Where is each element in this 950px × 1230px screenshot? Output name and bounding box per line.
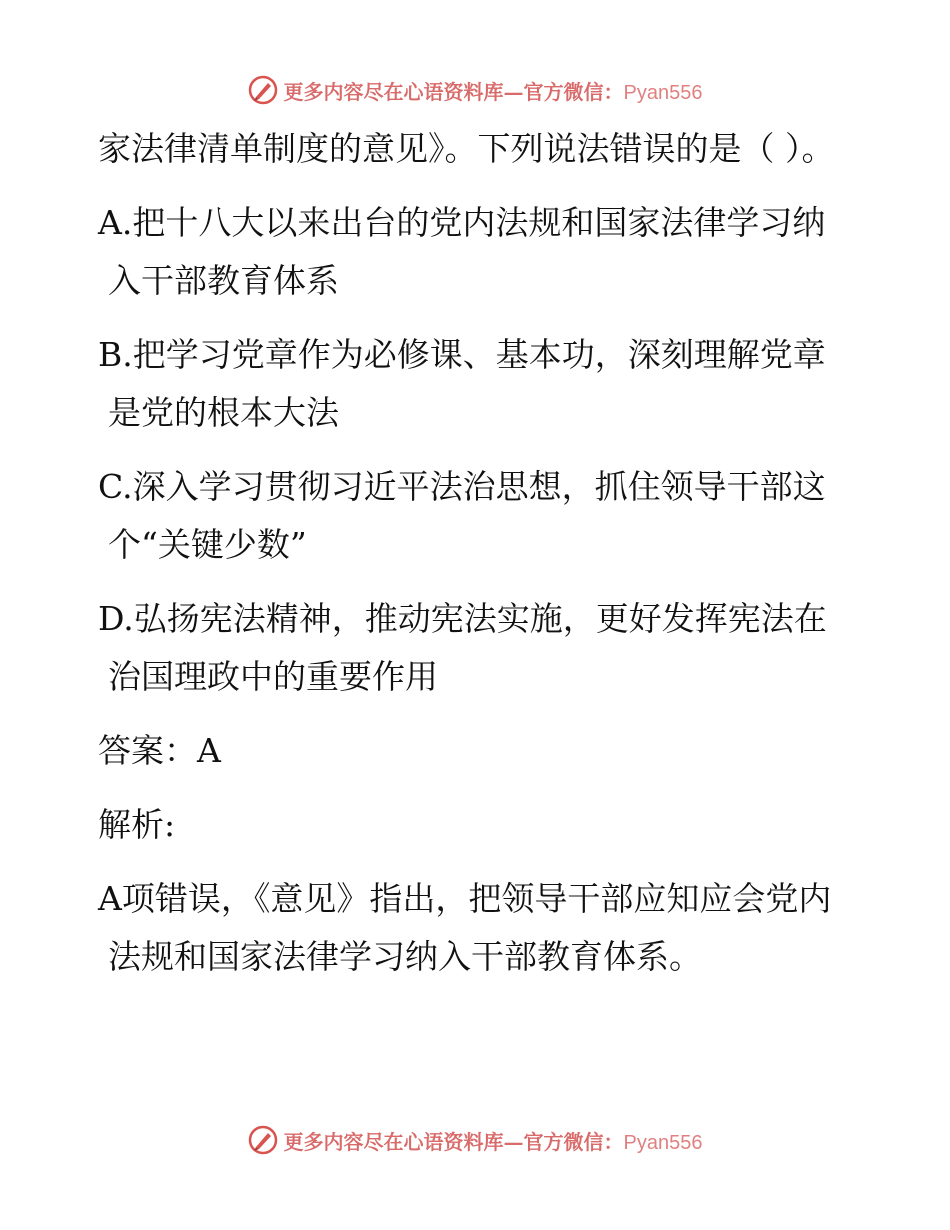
option-text: 深入学习贯彻习近平法治思想，抓住领导干部这个“关键少数”: [108, 467, 826, 564]
option-c: [98, 458, 858, 574]
footer-banner: [0, 1120, 950, 1160]
option-a: [98, 194, 858, 310]
pen-logo-icon: [248, 1125, 278, 1155]
banner-text: 更多内容尽在心语资料库—官方微信：Pyan556: [283, 79, 703, 104]
wechat-id: Pyan556: [623, 1131, 703, 1154]
answer: [98, 722, 858, 780]
option-text: 把学习党章作为必修课、基本功，深刻理解党章是党的根本大法: [108, 335, 826, 432]
option-label: A.: [98, 203, 133, 242]
option-label: C.: [98, 467, 133, 506]
option-text: 把十八大以来出台的党内法规和国家法律学习纳入干部教育体系: [108, 203, 826, 300]
option-d: [98, 590, 858, 706]
question-stem: 家法律清单制度的意见》。下列说法错误的是（ ）。: [98, 129, 835, 168]
question-content: [98, 120, 858, 986]
option-label: D.: [98, 599, 134, 638]
answer-label: 答案：: [98, 731, 197, 770]
option-b: [98, 326, 858, 442]
analysis-text: A项错误，《意见》指出，把领导干部应知应会党内法规和国家法律学习纳入干部教育体系。: [98, 879, 832, 976]
option-text: 弘扬宪法精神，推动宪法实施，更好发挥宪法在治国理政中的重要作用: [108, 599, 827, 696]
option-label: B.: [98, 335, 133, 374]
banner-text: 更多内容尽在心语资料库—官方微信：Pyan556: [283, 1129, 703, 1154]
header-banner: [0, 70, 950, 110]
wechat-id: Pyan556: [623, 81, 703, 104]
analysis-label: 解析:: [98, 805, 176, 844]
answer-value: A: [197, 731, 221, 770]
pen-logo-icon: [248, 75, 278, 105]
